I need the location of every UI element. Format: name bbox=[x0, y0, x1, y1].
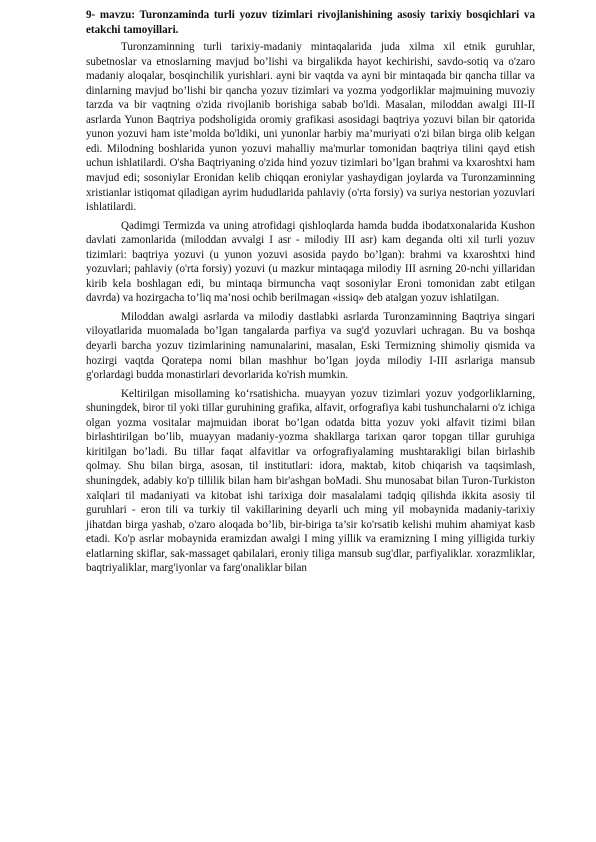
paragraph-3: Miloddan awalgi asrlarda va milodiy dastlabki asrlarda Turonzaminning Baqtriya singari viloyatlarida muomalada bo’lgan tangalarda parfiya va sug'd yozuvlari uchragan. Bu va boshqa deyarli barcha yozuv tizimlarining namunalarini, masalan, Eski Termizning shimoliy qismida va hozirgi vaqtda Qoratepa nomi bilan mashhur bo’lgan joyda milodiy I-III asrlariga mansub g'orlardagi budda monastirlari devorlarida ko'rish mumkin. bbox=[86, 310, 535, 382]
paragraph-4: Keltirilgan misollaming ko‘rsatishicha. muayyan yozuv tizimlari yozuv yodgorliklarning, shuningdek, biror til yoki tillar guruhining grafika, alfavit, orfografiya kabi tushunchalarni o'z ichiga olgan yozma vositalar majmuidan iborat bo’lgan odatda bitta yozuv yoki alfavit tizimi bilan birlashtirilgan bo’lib, muayyan madaniy-yozma shakllarga tarixan qaror topgan tillar guruhiga kiritilgan bo’ladi. Bu tillar faqat alfavitlar va orfografiyalaming mushtarakligi bilan birlashib qolmay. Shu bilan birga, asosan, til institutlari: idora, maktab, kitob chiqarish va taqsimlash, shuningdek, adabiy ko'p tillilik bilan ham bir'ashgan boMadi. Shu munosabat bilan Turon-Turkiston xalqlari til madaniyati va kitobat ishi tarixiga doir masalalami tadqiq qilishda ikkita asosiy til guruhlari - eron tili va turkiy til vakillarining deyarli uch ming yil mobaynida madaniy-tarixiy jihatdan birga yashab, o'zaro aloqada bo’lib, bir-biriga ta’sir ko'rsatib kelishi muhim ahamiyat kasb etadi. Ko'p asrlar mobaynida eramizdan awalgi I ming yillik va eramizning I ming yilligida turkiy elatlarning skiflar, sak-massaget qabilalari, eroniy tiliga mansub sug'dlar, parfiyaliklar. xorazmliklar, baqtriyaliklar, marg'iyonlar va farg'onaliklar bilan bbox=[86, 387, 535, 575]
document-title: 9- mavzu: Turonzaminda turli yozuv tizimlari rivojlanishining asosiy tarixiy bosqichlari va etakchi tamoyillari. bbox=[86, 9, 535, 36]
paragraph-1: Turonzaminning turli tarixiy-madaniy mintaqalarida juda xilma xil etnik guruhlar, subetnoslar va etnoslarning mavjud bo’lishi va birgalikda hayot kechirishi, savdo-sotiq va o'zaro madaniy aloqalar, bosqinchilik yurishlari. ayni bir vaqtda va ayni bir mintaqada bir qancha tillar va dinlarning mavjud bo’lishi bir qancha yozuv tizimlari va yozma yodgorliklar majmuining muvoziy tarzda va bir vaqtning o'zida rivojlanib borishiga sabab bo'ldi. Masalan, miloddan awalgi III-II asrlarda Yunon Baqtriya podsholigida oromiy grafikasi asosidagi baqtriya yozuvi bilan bir qatorida yunon yozuvi ham iste’molda bo'ldiki, uni yunonlar harbiy ma’muriyati o'zi bilan birga olib kelgan edi. Milodning boshlarida yunon yozuvi mahalliy ma'murlar tomonidan baqtriya tilini qayd etish uchun ishlatilardi. O'sha Baqtriyaning o'zida hind yozuv tizimlari bo’lgan brahmi va kxaroshtxi ham mavjud edi; sosoniylar Eronidan kelib chiqqan eroniylar yashaydigan joylarda va Turonzaminning xristianlar istiqomat qiladigan ayrim hududlarida pahlaviy (o'rta forsiy) va suriya nestorian yozuvlari ishlatilardi. bbox=[86, 41, 535, 214]
paragraph-2: Qadimgi Termizda va uning atrofidagi qishloqlarda hamda budda ibodatxonalarida Kushon davlati zamonlarida (miloddan avvalgi I asr - milodiy III asr) kam deganda olti xil turli yozuv tizimlari: baqtriya yozuvi (u yunon yozuvi asosida paydo bo’lgan): brahmi va kxaroshtxi hind yozuvlari; pahlaviy (o'rta forsiy) yozuvi (u mazkur mintaqaga milodiy III asrning 20-nchi yillaridan kirib kela boshlagan edi, bu mintaqa birmuncha vaqt sosoniylar Eroni tomonidan zabt etilgan davrda) va hozirgacha to’liq ma’nosi ochib berilmagan «issiq» deb atalgan yozuv ishlatilgan. bbox=[86, 219, 535, 305]
